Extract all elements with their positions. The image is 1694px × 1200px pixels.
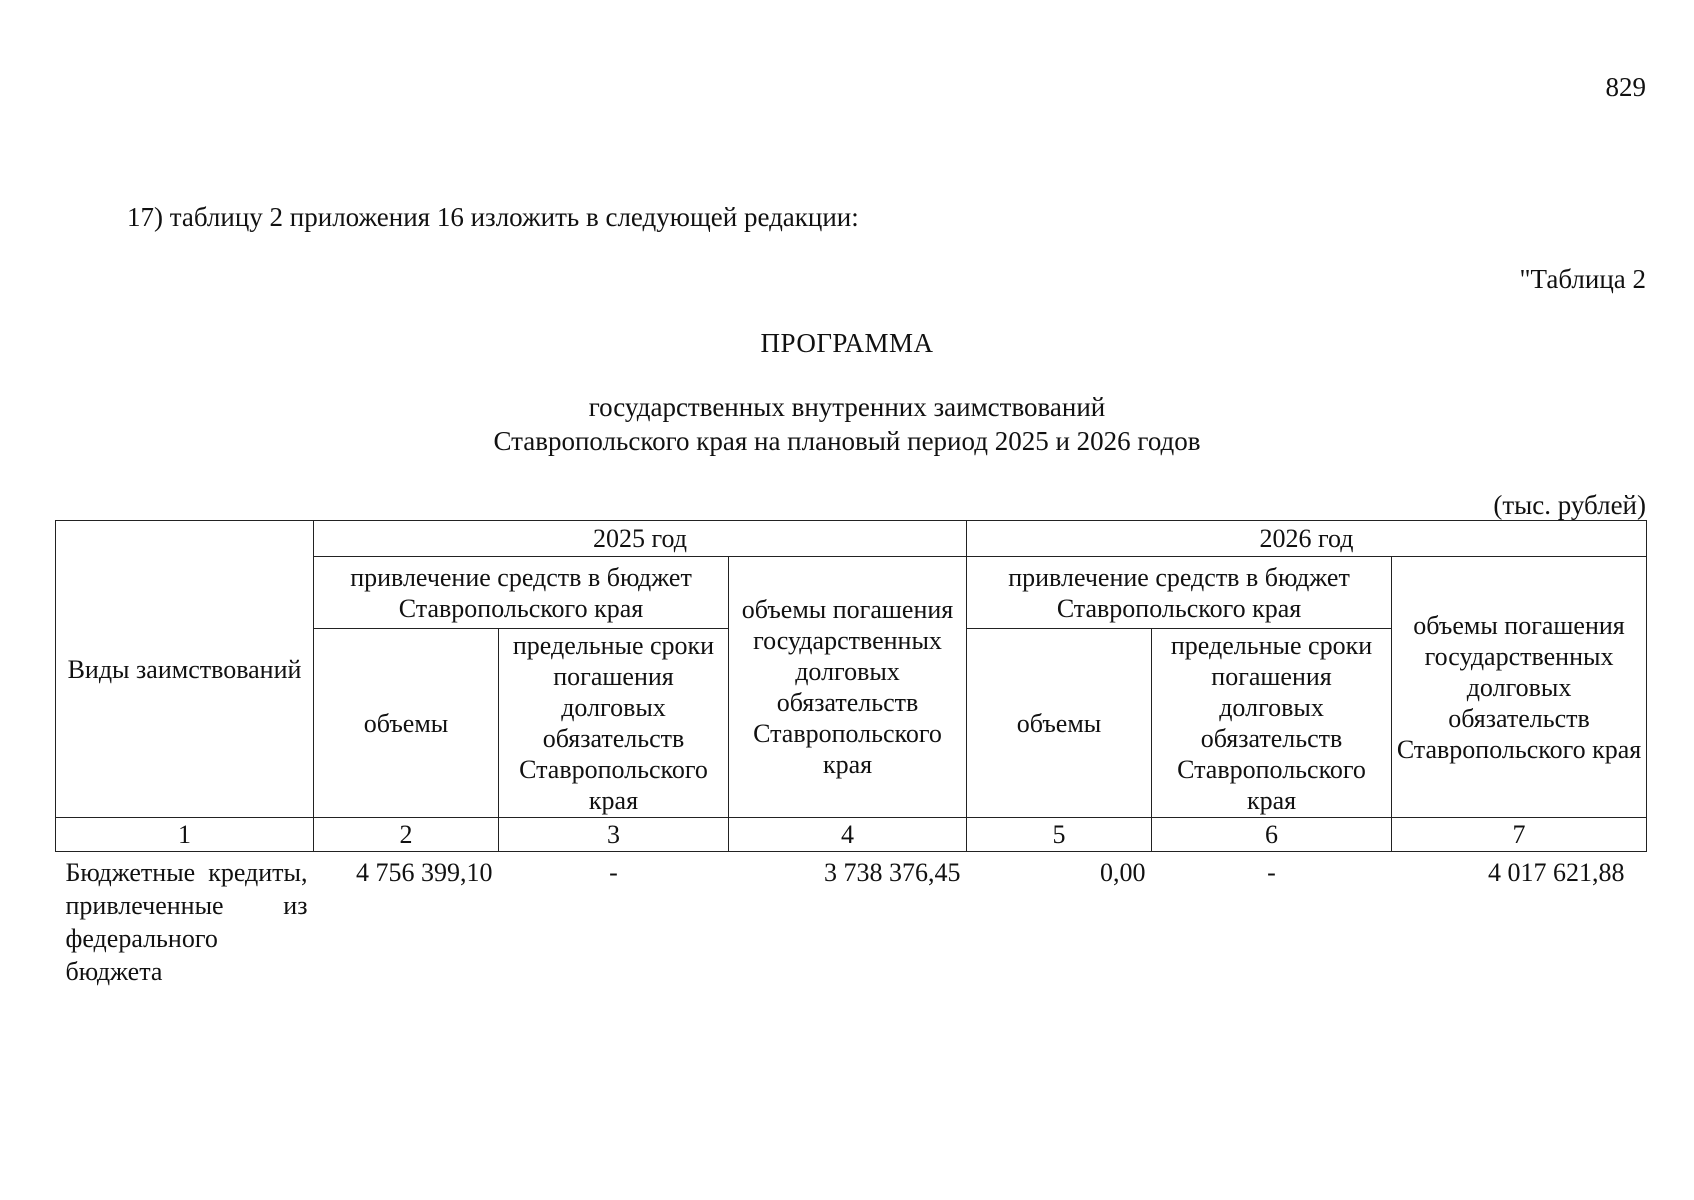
units-label: (тыс. рублей) bbox=[1493, 490, 1646, 520]
column-number: 1 bbox=[56, 818, 314, 852]
header-row-column-numbers bbox=[56, 818, 1647, 852]
cell-2026-volume: 0,00 bbox=[1100, 858, 1146, 887]
column-number: 5 bbox=[967, 818, 1152, 852]
header-terms-2025: предельные сроки погашения долговых обязательств Ставропольского края bbox=[499, 629, 729, 818]
header-kind: Виды заимствований bbox=[56, 521, 314, 818]
column-number: 3 bbox=[499, 818, 729, 852]
cell-2025-volume: 4 756 399,10 bbox=[356, 858, 493, 887]
document-subtitle bbox=[0, 390, 1694, 458]
header-attract-2026: привлечение средств в бюджет Ставропольского края bbox=[967, 557, 1392, 629]
header-row-years bbox=[56, 521, 1647, 557]
column-number: 2 bbox=[314, 818, 499, 852]
table-row bbox=[56, 852, 1647, 993]
header-attract-2025: привлечение средств в бюджет Ставропольского края bbox=[314, 557, 729, 629]
header-repay-2026: объемы погашения государственных долговых обязательств Ставропольского края bbox=[1392, 557, 1647, 818]
header-year-2025: 2025 год bbox=[314, 521, 967, 557]
header-repay-2025: объемы погашения государственных долговых обязательств Ставропольского края bbox=[729, 557, 967, 818]
cell-2026-term: - bbox=[1267, 858, 1276, 887]
header-terms-2026: предельные сроки погашения долговых обязательств Ставропольского края bbox=[1152, 629, 1392, 818]
header-volumes-2026: объемы bbox=[967, 629, 1152, 818]
column-number: 4 bbox=[729, 818, 967, 852]
cell-2026-repay: 4 017 621,88 bbox=[1488, 858, 1625, 887]
intro-text: 17) таблицу 2 приложения 16 изложить в следующей редакции: bbox=[127, 202, 859, 232]
cell-2025-term: - bbox=[609, 858, 618, 887]
page-number: 829 bbox=[1605, 72, 1646, 102]
table-label: "Таблица 2 bbox=[1519, 264, 1646, 294]
column-number: 7 bbox=[1392, 818, 1647, 852]
cell-2025-repay: 3 738 376,45 bbox=[824, 858, 961, 887]
subtitle-line-1: государственных внутренних заимствований bbox=[588, 392, 1106, 422]
row-kind: Бюджетные кредиты, привлеченные из федерального бюджета bbox=[65, 858, 308, 986]
subtitle-line-2: Ставропольского края на плановый период 2025 и 2026 годов bbox=[493, 426, 1201, 456]
header-volumes-2025: объемы bbox=[314, 629, 499, 818]
borrowing-program-table bbox=[55, 520, 1647, 992]
header-year-2026: 2026 год bbox=[967, 521, 1647, 557]
column-number: 6 bbox=[1152, 818, 1392, 852]
document-title: ПРОГРАММА bbox=[760, 328, 934, 358]
